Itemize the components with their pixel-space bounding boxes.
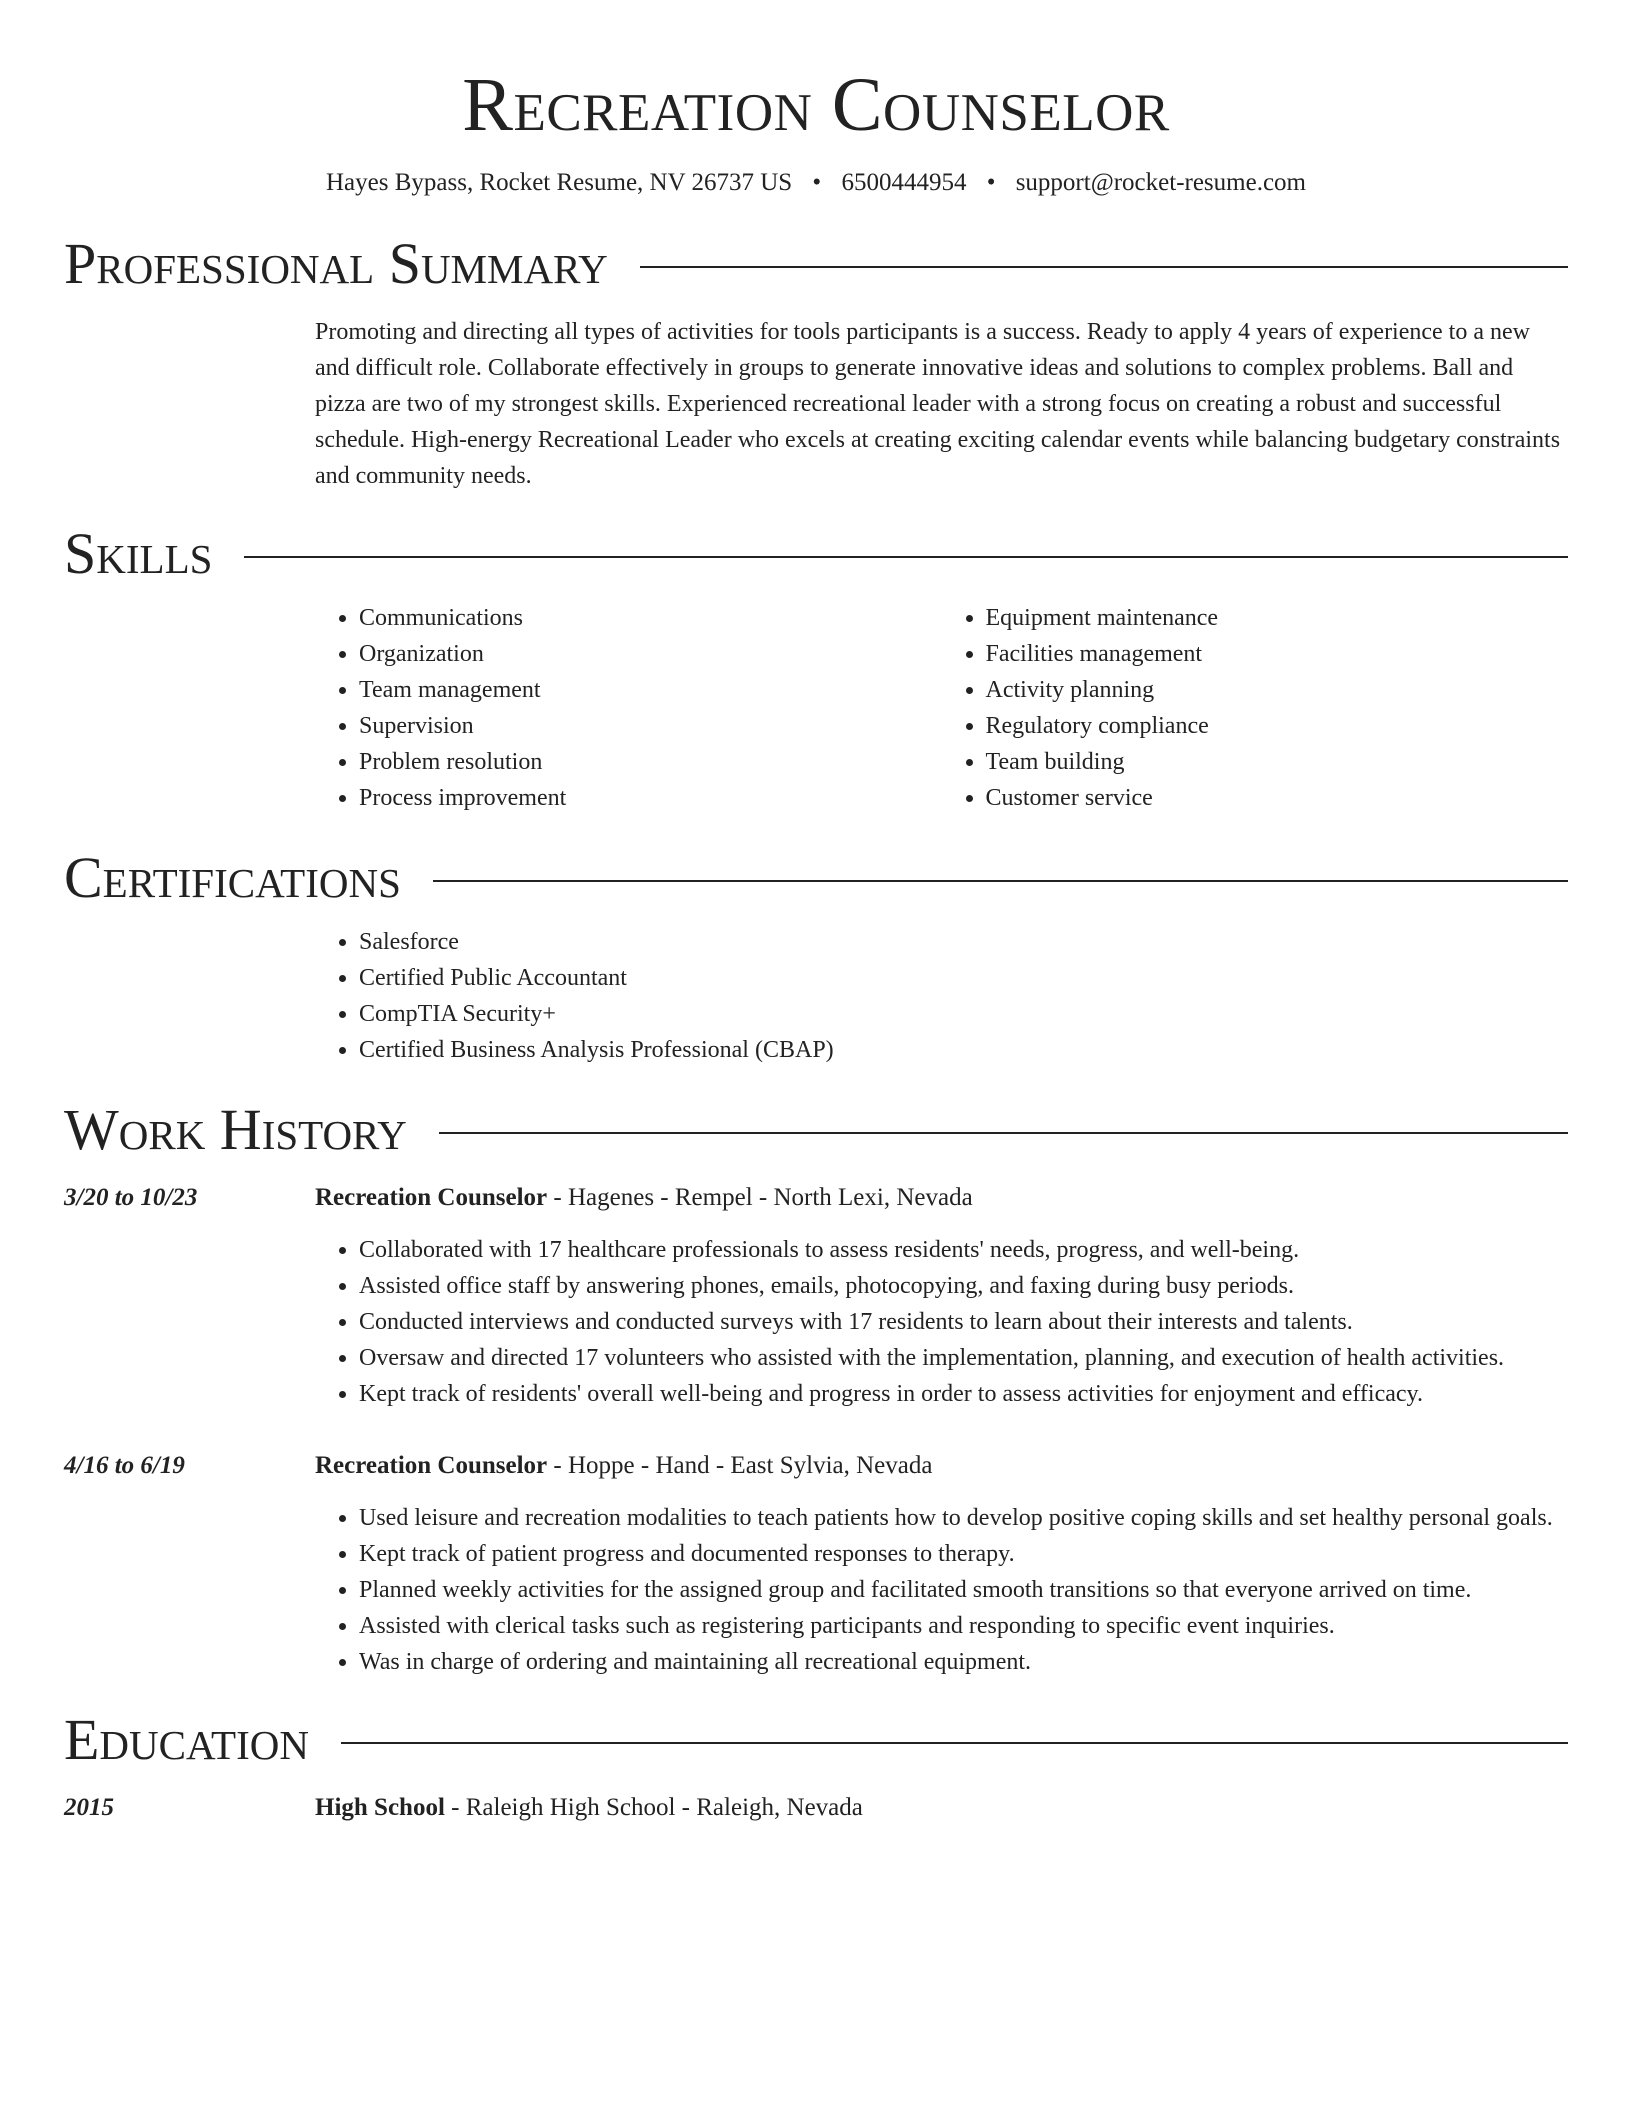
education-entry	[64, 1790, 1568, 1826]
contact-email: support@rocket-resume.com	[1015, 169, 1306, 196]
job-title: Recreation Counselor	[315, 1452, 548, 1479]
skills-list	[315, 600, 1568, 816]
work-section-header	[64, 1098, 1568, 1162]
certification-item: • Certified Business Analysis Professional (CBAP)	[359, 1032, 1568, 1068]
education-degree: High School	[315, 1794, 445, 1821]
job-bullet: • Kept track of residents' overall well-being and progress in order to assess activities for enjoyment and efficacy.	[359, 1376, 1568, 1412]
resume-page	[64, 0, 1568, 1826]
education-title-line	[315, 1790, 863, 1826]
certifications-list	[315, 924, 1568, 1068]
certification-item: • CompTIA Security+	[359, 996, 1568, 1032]
skills-column-right	[942, 600, 1569, 816]
skills-section-header	[64, 522, 1568, 586]
job-bullet: • Kept track of patient progress and documented responses to therapy.	[359, 1536, 1568, 1572]
education-school: - Raleigh High School - Raleigh, Nevada	[444, 1794, 863, 1821]
job-dates: 4/16 to 6/19	[64, 1452, 185, 1479]
summary-section-header	[64, 232, 1568, 296]
contact-line	[64, 168, 1568, 198]
certifications-heading: Certifications	[64, 845, 401, 910]
candidate-name: Recreation Counselor	[462, 63, 1170, 147]
skill-item: • Organization	[359, 636, 942, 672]
section-divider	[341, 1742, 1568, 1744]
section-divider	[640, 266, 1568, 268]
skill-item: • Customer service	[986, 780, 1569, 816]
section-divider	[439, 1132, 1568, 1134]
job-entry	[64, 1448, 1568, 1680]
skill-item: • Communications	[359, 600, 942, 636]
job-title-line	[315, 1180, 973, 1216]
job-title: Recreation Counselor	[315, 1184, 548, 1211]
contact-phone: 6500444954	[841, 169, 967, 196]
skill-item: • Problem resolution	[359, 744, 942, 780]
education-heading: Education	[64, 1707, 309, 1772]
job-bullet: • Collaborated with 17 healthcare professionals to assess residents' needs, progress, and well-being.	[359, 1232, 1568, 1268]
contact-separator: •	[986, 169, 996, 196]
job-bullets	[315, 1500, 1568, 1680]
skill-item: • Regulatory compliance	[986, 708, 1569, 744]
contact-separator: •	[812, 169, 822, 196]
section-divider	[433, 880, 1568, 882]
skill-item: • Team building	[986, 744, 1569, 780]
skills-heading: Skills	[64, 521, 213, 586]
work-heading: Work History	[64, 1097, 407, 1162]
certifications-section-header	[64, 846, 1568, 910]
job-bullet: • Conducted interviews and conducted surveys with 17 residents to learn about their interests and talents.	[359, 1304, 1568, 1340]
job-title-line	[315, 1448, 932, 1484]
skill-item: • Activity planning	[986, 672, 1569, 708]
certification-item: • Certified Public Accountant	[359, 960, 1568, 996]
job-bullet: • Was in charge of ordering and maintaining all recreational equipment.	[359, 1644, 1568, 1680]
skill-item: • Team management	[359, 672, 942, 708]
job-bullet: • Used leisure and recreation modalities to teach patients how to develop positive coping skills and set healthy personal goals.	[359, 1500, 1568, 1536]
skill-item: • Supervision	[359, 708, 942, 744]
job-entry	[64, 1180, 1568, 1412]
education-year: 2015	[64, 1794, 114, 1821]
job-employer: - Hoppe - Hand - East Sylvia, Nevada	[547, 1452, 933, 1479]
job-bullet: • Assisted with clerical tasks such as registering participants and responding to specific event inquiries.	[359, 1608, 1568, 1644]
skill-item: • Facilities management	[986, 636, 1569, 672]
job-dates: 3/20 to 10/23	[64, 1184, 198, 1211]
job-bullet: • Assisted office staff by answering phones, emails, photocopying, and faxing during busy periods.	[359, 1268, 1568, 1304]
skill-item: • Equipment maintenance	[986, 600, 1569, 636]
job-bullet: • Planned weekly activities for the assigned group and facilitated smooth transitions so that everyone arrived on time.	[359, 1572, 1568, 1608]
job-employer: - Hagenes - Rempel - North Lexi, Nevada	[547, 1184, 973, 1211]
summary-text: Promoting and directing all types of activities for tools participants is a success. Ready to apply 4 years of experience to a new and difficult role. Collaborate effectively in groups to generate innovative ideas and solutions to complex problems. Ball and pizza are two of my strongest skills. Experienced recreational leader with a strong focus on creating a robust and successful schedule. High-energy Recreational Leader who excels at creating exciting calendar events while balancing budgetary constraints and community needs.	[315, 319, 1561, 489]
certification-item: • Salesforce	[359, 924, 1568, 960]
education-section-header	[64, 1708, 1568, 1772]
contact-address: Hayes Bypass, Rocket Resume, NV 26737 US	[325, 169, 793, 196]
job-bullets	[315, 1232, 1568, 1412]
summary-heading: Professional Summary	[64, 231, 608, 296]
section-divider	[244, 556, 1568, 558]
job-bullet: • Oversaw and directed 17 volunteers who assisted with the implementation, planning, and execution of health activities.	[359, 1340, 1568, 1376]
skills-column-left	[315, 600, 942, 816]
skill-item: • Process improvement	[359, 780, 942, 816]
